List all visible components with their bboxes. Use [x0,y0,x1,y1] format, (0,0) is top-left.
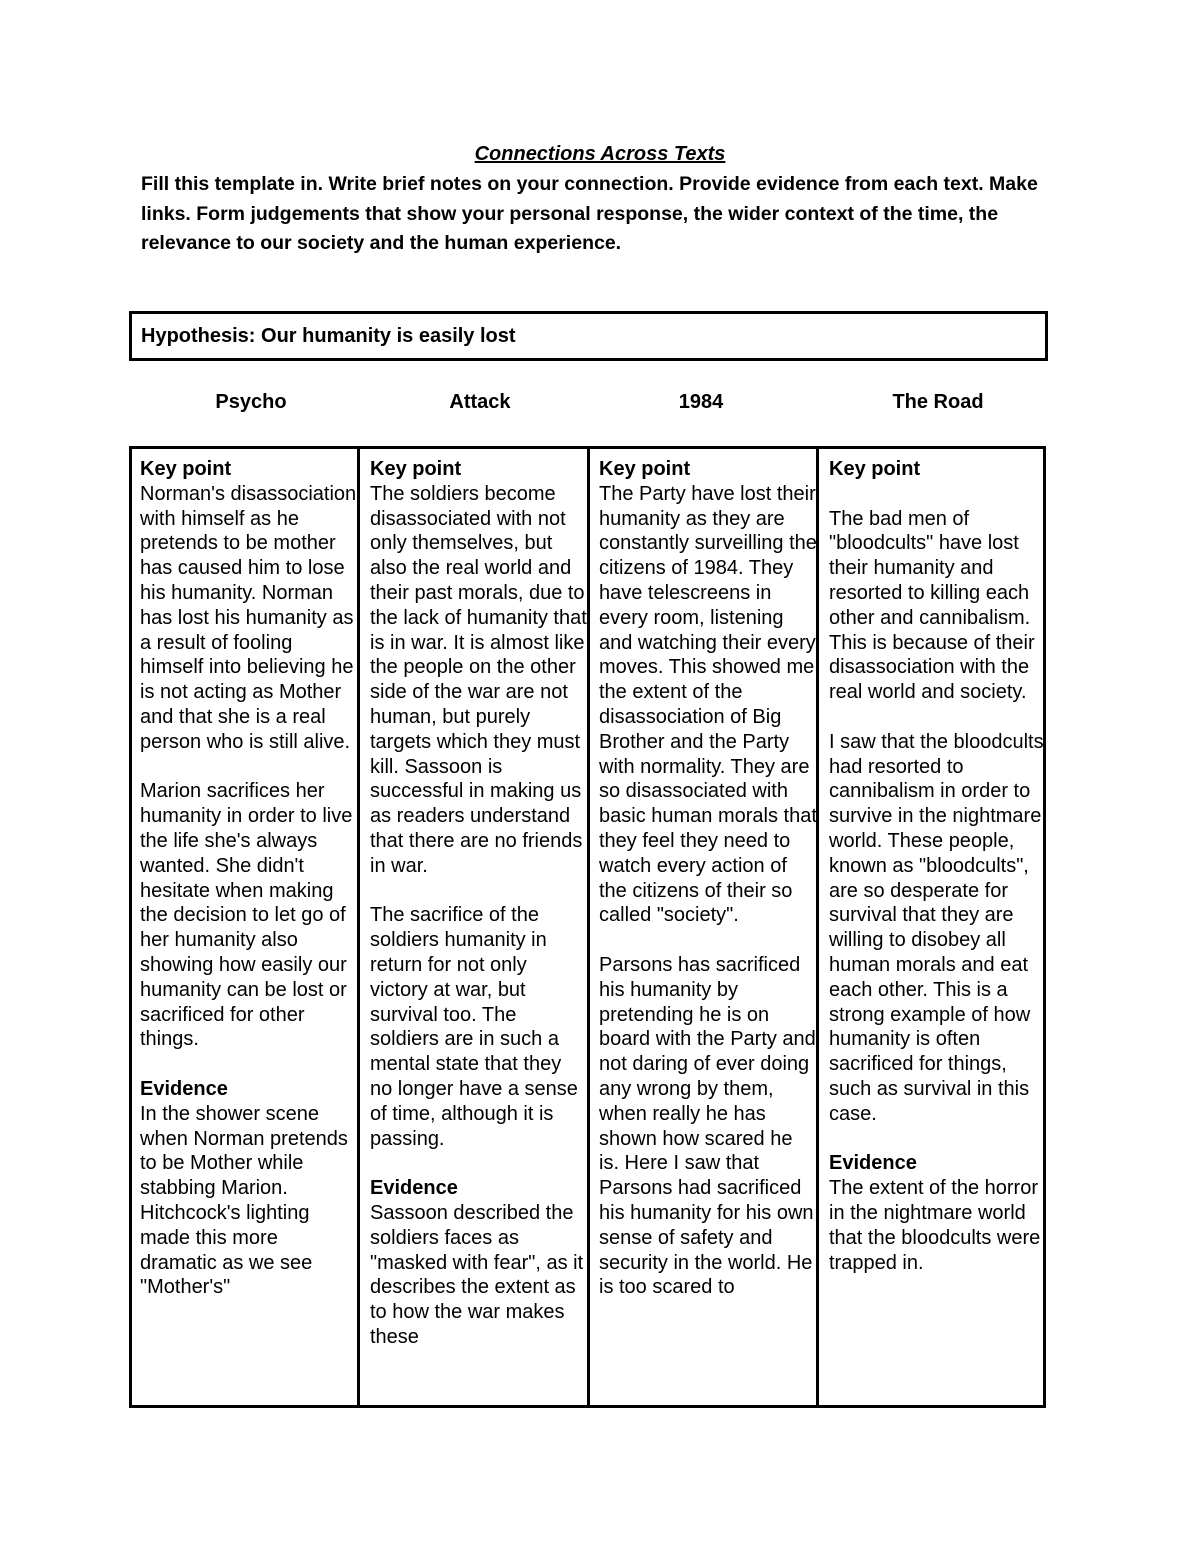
instructions-text: Fill this template in. Write brief notes on your connection. Provide evidence from each text. Make links. Form judgements that show your personal response, the wider context of the time, the relevance to our society and the human experience. [141,173,1038,254]
key-point-text: The bad men of "bloodcults" have lost their humanity and resorted to killing each other and cannibalism. This is because of their disassociation with the real world and society. [829,507,1035,704]
column-heading-psycho: Psycho [215,391,287,413]
key-point-text: The sacrifice of the soldiers humanity in return for not only victory at war, but survival too. The soldiers are in such a mental state that they no longer have a sense of time, although it is passing. [370,904,578,1150]
key-point-label: Key point [370,458,462,480]
key-point-text: Norman's disassociation with himself as he pretends to be mother has caused him to lose his humanity. Norman has lost his humanity as a result of fooling himself into believing he is not acting as Mother and that she is a real person who is still alive. [140,482,357,753]
key-point-text: The Party have lost their humanity as they are constantly surveilling the citizens of 1984. They have telescreens in every room, listening and watching their every moves. This showed me the extent of the disassociation of Big Brother and the Party with normality. They are so disassociated with basic human morals that they feel they need to watch every action of the citizens of their so called "society". [599,482,817,927]
key-point-label: Key point [599,458,691,480]
evidence-text: Sassoon described the soldiers faces as "masked with fear", as it describes the extent as to how the war makes these [370,1201,584,1348]
key-point-text: Parsons has sacrificed his humanity by pretending he is on board with the Party and not daring of ever doing any wrong by them, when really he has shown how scared he is. Here I saw that Parsons had sacrificed his humanity for his own sense of safety and security in the world. He is too scared to [599,953,816,1299]
key-point-text: I saw that the bloodcults had resorted to cannibalism in order to survive in the nightmare world. These people, known as "bloodcults", are so desperate for survival that they are willing to disobey all human morals and eat each other. This is a strong example of how humanity is often sacrificed for things, such as survival in this case. [829,730,1044,1125]
evidence-label: Evidence [140,1077,228,1100]
key-point-text: Marion sacrifices her humanity in order to live the life she's always wanted. She didn't hesitate when making the decision to let go of her humanity also showing how easily our humanity can be lost or sacrificed for other things. [140,780,353,1051]
key-point-text: The soldiers become disassociated with not only themselves, but also the real world and their past morals, due to the lack of humanity that is in war. It is almost like the people on the other side of the war are not human, but purely targets which they must kill. Sassoon is successful in making us as readers understand that there are no friends in war. [370,482,587,877]
table-cell-1984 [599,457,817,1399]
hypothesis-text: Hypothesis: Our humanity is easily lost [141,325,516,347]
evidence-label: Evidence [829,1152,917,1175]
evidence-text: In the shower scene when Norman pretends to be Mother while stabbing Marion. Hitchcock's lighting made this more dramatic as we see "Mother's" [140,1102,348,1299]
evidence-text: The extent of the horror in the nightmare world that the bloodcults were trapped in. [829,1177,1041,1274]
column-heading-attack: Attack [449,391,511,413]
page-title: Connections Across Texts [474,143,726,165]
key-point-label: Key point [829,458,921,480]
table-cell-attack [370,457,588,1399]
table-cell-the-road [829,457,1047,1399]
hypothesis-box [129,311,1048,361]
table-cell-psycho [140,457,358,1399]
key-point-label: Key point [140,458,232,480]
column-heading-1984: 1984 [678,391,724,413]
evidence-label: Evidence [370,1177,458,1200]
column-heading-the-road: The Road [892,391,984,413]
